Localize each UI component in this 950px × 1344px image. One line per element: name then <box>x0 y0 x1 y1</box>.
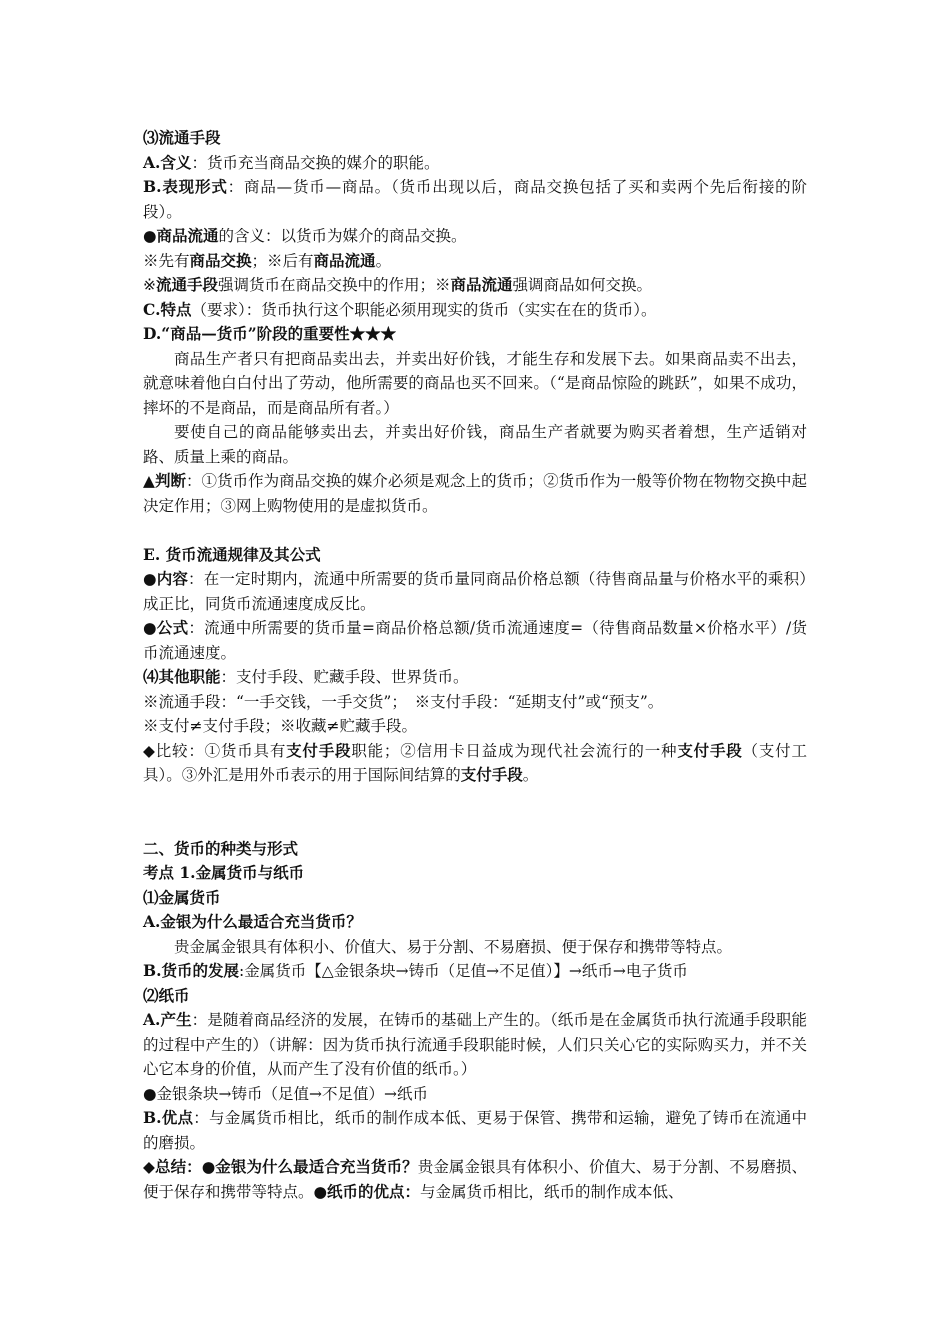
why-gold-silver-heading: A.金银为什么最适合充当货币？ <box>143 912 362 931</box>
judgement-text: ：①货币作为商品交换的媒介必须是观念上的货币；②货币作为一般等价物在物物交换中起决定作用；③网上购物使用的是虚拟货币。 <box>143 472 807 515</box>
importance-heading: D.“商品—货币”阶段的重要性★★★ <box>143 324 397 343</box>
form-label: B.表现形式 <box>143 177 228 196</box>
key-point-1-heading: 考点 1.金属货币与纸币 <box>143 863 305 882</box>
note-text: 。 <box>375 251 392 270</box>
why-gold-silver-text: 贵金属金银具有体积小、价值大、易于分割、不易磨损、便于保存和携带等特点。 <box>174 937 733 956</box>
note-text: 强调商品如何交换。 <box>512 276 653 294</box>
summary-emphasis: ●纸币的优点： <box>313 1181 421 1201</box>
note-emphasis: 商品流通 <box>313 250 376 270</box>
note-emphasis: 流通手段 <box>156 275 219 294</box>
judgement-paragraph <box>143 469 807 518</box>
form-text: ：商品—货币—商品。（货币出现以后，商品交换包括了买和卖两个先后衔接的阶段）。 <box>143 178 807 221</box>
distinction-note: ※支付≠支付手段；※收藏≠贮藏手段。 <box>143 717 417 735</box>
metal-currency-heading: ⑴金属货币 <box>143 887 221 907</box>
origin-paragraph <box>143 1008 807 1082</box>
origin-text: ：是随着商品经济的发展，在铸币的基础上产生的。（纸币是在金属货币执行流通手段职能的过程中产生的）（讲解：因为货币执行流通手段职能时候，人们只关心它的实际购买力，并不关心它本身的价值，从而产生了没有价值的纸币。） <box>143 1011 807 1078</box>
other-functions-line <box>143 665 807 690</box>
development-line <box>143 959 807 984</box>
comparison-emphasis: 支付手段 <box>460 765 523 784</box>
commodity-circulation-line <box>143 224 807 249</box>
judgement-label: ▲判断 <box>143 471 186 490</box>
law-formula-paragraph <box>143 616 807 665</box>
comparison-emphasis: 支付手段 <box>286 740 352 760</box>
order-note <box>143 249 807 274</box>
importance-paragraph-1: 商品生产者只有把商品卖出去，并卖出好价钱，才能生存和发展下去。如果商品卖不出去，就意味着他白白付出了劳动，他所需要的商品也买不回来。（“是商品惊险的跳跃”，如果不成功，摔坏的不是商品，而是商品所有者。） <box>143 349 807 417</box>
meaning-line <box>143 151 807 176</box>
development-label: B.货币的发展 <box>143 961 239 980</box>
advantage-text: ：与金属货币相比，纸币的制作成本低、更易于保管、携带和运输，避免了铸币在流通中的磨损。 <box>143 1109 807 1152</box>
law-content-label: ●内容 <box>143 569 189 588</box>
note-text: ※ <box>143 276 156 294</box>
form-paragraph <box>143 175 807 224</box>
feature-line <box>143 298 807 323</box>
summary-paragraph <box>143 1155 807 1204</box>
feature-label: C.特点 <box>143 299 192 319</box>
note-emphasis: 商品流通 <box>450 275 513 294</box>
commodity-circulation-label: 商品流通 <box>156 226 219 245</box>
law-content-paragraph <box>143 567 807 616</box>
comparison-paragraph <box>143 739 807 788</box>
summary-text: 与金属货币相比，纸币的制作成本低、 <box>420 1182 684 1201</box>
law-formula-text: ：流通中所需要的货币量=商品价格总额/货币流通速度=（待售商品数量×价格水平）/货币流通速度。 <box>143 619 807 662</box>
meaning-text: ：货币充当商品交换的媒介的职能。 <box>191 153 440 172</box>
evolution-chain: ●金银条块→铸币（足值→不足值）→纸币 <box>143 1084 428 1103</box>
origin-label: A.产生 <box>143 1010 192 1029</box>
note-emphasis: 商品交换 <box>189 250 252 270</box>
feature-text: （要求）：货币执行这个职能必须用现实的货币（实实在在的货币）。 <box>191 300 657 319</box>
summary-emphasis: ◆总结：●金银为什么最适合充当货币？ <box>143 1157 418 1176</box>
note-text: ※先有 <box>143 251 190 270</box>
comparison-emphasis: 支付手段 <box>677 740 743 760</box>
means-note: ※流通手段：“一手交钱，一手交货”； ※支付手段：“延期支付”或“预支”。 <box>143 692 664 711</box>
note-text: 强调货币在商品交换中的作用；※ <box>218 276 451 294</box>
importance-paragraph-2: 要使自己的商品能够卖出去，并卖出好价钱，商品生产者就要为购买者着想，生产适销对路、质量上乘的商品。 <box>143 423 807 466</box>
commodity-circulation-text: 的含义：以货币为媒介的商品交换。 <box>218 227 467 245</box>
law-content-text: ：在一定时期内，流通中所需要的货币量同商品价格总额（待售商品量与价格水平的乘积）成正比，同货币流通速度成反比。 <box>143 570 807 613</box>
other-functions-text: ：支付手段、贮藏手段、世界货币。 <box>220 668 469 686</box>
circulation-heading: ⑶流通手段 <box>143 128 221 147</box>
law-formula-label: ●公式 <box>143 618 189 637</box>
section-2-heading: 二、货币的种类与形式 <box>143 838 299 858</box>
other-functions-label: ⑷其他职能 <box>143 667 221 686</box>
bullet: ● <box>143 226 157 245</box>
advantage-label: B.优点 <box>143 1108 194 1127</box>
comparison-text: 职能；②信用卡日益成为现代社会流行的一种 <box>351 741 678 760</box>
comparison-text: 。 <box>522 766 539 784</box>
comparison-text: （支付工具）。③外汇是用外币表示的用于国际间结算的 <box>143 741 807 784</box>
comparison-text: ◆比较：①货币具有 <box>143 741 287 760</box>
summary-text: 贵金属金银具有体积小、价值大、易于分割、不易磨损、便于保存和携带等特点。 <box>143 1158 807 1201</box>
meaning-label: A.含义 <box>143 152 192 172</box>
advantage-paragraph <box>143 1106 807 1155</box>
note-text: ；※后有 <box>251 251 314 270</box>
development-text: :金属货币【△金银条块→铸币（足值→不足值）】→纸币→电子货币 <box>239 962 688 980</box>
circulation-law-heading: E. 货币流通规律及其公式 <box>143 544 321 564</box>
emphasis-note <box>143 273 807 298</box>
paper-money-heading: ⑵纸币 <box>143 985 190 1005</box>
